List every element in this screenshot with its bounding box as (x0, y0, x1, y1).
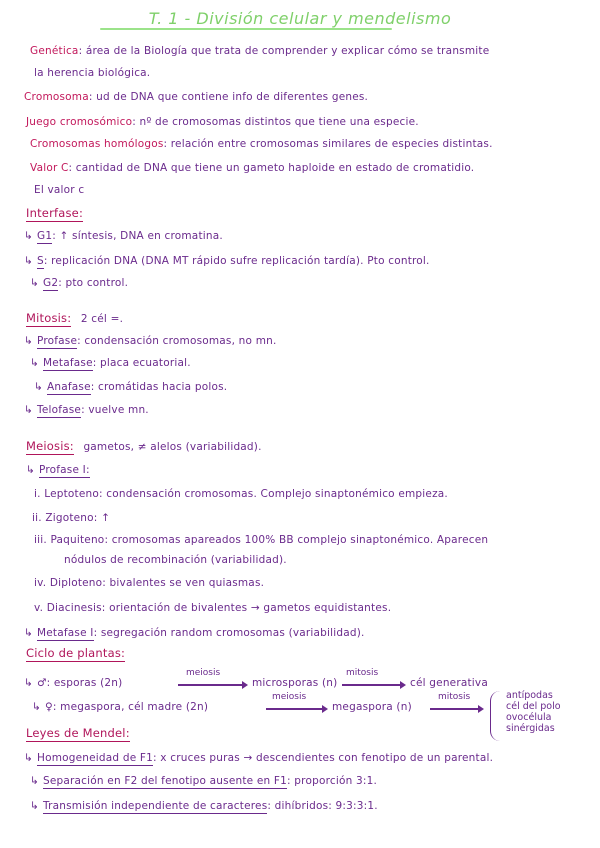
stage-label: Paquiteno (50, 534, 105, 546)
meiosis-label: meiosis (272, 692, 307, 702)
def-term: Valor C (30, 162, 69, 174)
meiosis-header (26, 441, 262, 453)
arrow-right-icon (178, 684, 246, 686)
embryo-sac-list (506, 690, 561, 734)
arrow-right-icon (266, 708, 326, 710)
phase-label: Metafase (43, 357, 93, 369)
stage-label: Leptoteno (44, 488, 99, 500)
mitosis-header (26, 313, 123, 325)
stage-label: Diploteno (49, 577, 103, 589)
stage-num: v. (34, 602, 44, 614)
phase-text: : placa ecuatorial. (92, 357, 191, 369)
meiosis-subtitle: gametos, ≠ alelos (variabilidad). (83, 441, 262, 453)
mendel-law (30, 776, 377, 787)
arrow-hook-icon: ↳ (34, 381, 43, 393)
arrow-hook-icon: ↳ (32, 701, 41, 713)
phase-text: : replicación DNA (DNA MT rápido sufre replicación tardía). Pto control. (43, 255, 430, 267)
arrow-hook-icon: ↳ (26, 464, 35, 476)
arrow-hook-icon: ↳ (24, 255, 33, 267)
note-item: ovocélula (506, 712, 552, 723)
def-cromosomas-homologos (30, 139, 493, 150)
meiosis-stage (34, 535, 488, 546)
meiosis-stage (34, 489, 448, 500)
arrow-hook-icon: ↳ (24, 230, 33, 242)
note-item: sinérgidas (506, 723, 555, 734)
arrow-hook-icon: ↳ (24, 404, 33, 416)
stage-text: : cromosomas apareados 100% BB complejo sinaptonémico. Aparecen (104, 534, 489, 546)
phase-label: Telofase (37, 404, 82, 416)
interfase-item (24, 231, 223, 242)
arrow-right-icon (342, 684, 404, 686)
phase-label: G2 (43, 277, 59, 289)
def-term: Cromosoma (24, 91, 89, 103)
arrow-hook-icon: ↳ (30, 277, 39, 289)
note-item: antípodas (506, 690, 553, 701)
phase-text: : cromátidas hacia polos. (90, 381, 228, 393)
mendel-law (30, 801, 378, 812)
male-end: cél generativa (410, 677, 488, 689)
mitosis-phase (24, 336, 277, 347)
stage-text: : bivalentes se ven quiasmas. (102, 577, 265, 589)
def-cromosoma (24, 92, 368, 103)
title-underline (100, 28, 392, 30)
phase-text: : condensación cromosomas, no mn. (77, 335, 277, 347)
law-text: : proporción 3:1. (287, 775, 377, 787)
metafase-i (24, 628, 365, 639)
meiosis-heading: Meiosis: (26, 439, 74, 453)
phase-text: : segregación random cromosomas (variabilidad). (93, 627, 365, 639)
mitosis-phase (30, 358, 191, 369)
arrow-hook-icon: ↳ (24, 627, 33, 639)
interfase-heading: Interfase: (26, 206, 84, 220)
mitosis-heading: Mitosis: (26, 311, 72, 325)
stage-text: : orientación de bivalentes → gametos equidistantes. (101, 602, 392, 614)
def-text: : relación entre cromosomas similares de especies distintas. (163, 138, 493, 150)
def-text: : nº de cromosomas distintos que tiene una especie. (132, 116, 419, 128)
arrow-hook-icon: ↳ (30, 800, 39, 812)
page-title: T. 1 - División celular y mendelismo (148, 9, 452, 28)
stage-num: iii. (34, 534, 47, 546)
phase-label: G1 (37, 230, 53, 242)
arrow-right-icon (430, 708, 482, 710)
law-label: Homogeneidad de F1 (37, 752, 154, 764)
plantas-heading: Ciclo de plantas: (26, 646, 126, 660)
def-genetica-cont: la herencia biológica. (34, 67, 151, 79)
interfase-item (30, 278, 128, 289)
phase-label: Profase (37, 335, 78, 347)
def-text: : área de la Biología que trata de comprender y explicar cómo se transmite (78, 45, 490, 57)
male-mid: microsporas (n) (252, 677, 338, 689)
def-juego-cromosomico (26, 117, 419, 128)
def-genetica (30, 46, 489, 57)
meiosis-stage (34, 603, 391, 614)
mendel-law (24, 753, 493, 764)
mitosis-phase (34, 382, 227, 393)
note-item: cél del polo (506, 701, 561, 712)
phase-label: Metafase I (37, 627, 94, 639)
phase-text: : vuelve mn. (81, 404, 149, 416)
def-term: Juego cromosómico (26, 116, 133, 128)
meiosis-stage (34, 578, 264, 589)
phase-text: : ↑ síntesis, DNA en cromatina. (52, 230, 223, 242)
law-label: Transmisión independiente de caracteres (43, 800, 268, 812)
stage-text: : ↑ (93, 512, 111, 524)
profase-i (26, 465, 90, 476)
plantas-male-row (24, 678, 122, 689)
phase-label: Profase I: (39, 464, 90, 476)
mitosis-phase (24, 405, 149, 416)
male-symbol: ♂ (37, 677, 47, 689)
phase-text: : pto control. (58, 277, 129, 289)
arrow-hook-icon: ↳ (30, 775, 39, 787)
meiosis-stage-cont: nódulos de recombinación (variabilidad). (64, 554, 287, 566)
stage-num: i. (34, 488, 41, 500)
plantas-female-row (32, 702, 208, 713)
def-text: : cantidad de DNA que tiene un gameto haploide en estado de cromatidio. (68, 162, 475, 174)
mitosis-label: mitosis (438, 692, 471, 702)
law-text: : x cruces puras → descendientes con fenotipo de un parental. (153, 752, 494, 764)
brace-icon (490, 691, 503, 741)
mendel-heading: Leyes de Mendel: (26, 726, 130, 740)
female-start: : megaspora, cél madre (2n) (52, 701, 209, 713)
phase-label: S (37, 255, 44, 267)
female-symbol: ♀ (45, 701, 53, 713)
stage-label: Diacinesis (46, 602, 102, 614)
stage-num: ii. (32, 512, 42, 524)
law-text: : dihíbridos: 9:3:3:1. (267, 800, 378, 812)
def-valor-c (30, 163, 474, 174)
stage-text: : condensación cromosomas. Complejo sinaptonémico empieza. (99, 488, 448, 500)
mitosis-subtitle: 2 cél =. (80, 313, 124, 325)
arrow-hook-icon: ↳ (24, 335, 33, 347)
meiosis-stage (32, 513, 110, 524)
phase-label: Anafase (47, 381, 91, 393)
def-term: Genética (30, 45, 79, 57)
female-mid: megaspora (n) (332, 701, 412, 713)
arrow-hook-icon: ↳ (30, 357, 39, 369)
def-term: Cromosomas homólogos (30, 138, 164, 150)
stage-num: iv. (34, 577, 47, 589)
interfase-item (24, 256, 430, 267)
stage-label: Zigoteno (45, 512, 94, 524)
law-label: Separación en F2 del fenotipo ausente en F1 (43, 775, 288, 787)
male-start: : esporas (2n) (46, 677, 123, 689)
def-valor-c-cont: El valor c (34, 184, 85, 196)
meiosis-label: meiosis (186, 668, 221, 678)
mitosis-label: mitosis (346, 668, 379, 678)
def-text: : ud de DNA que contiene info de diferentes genes. (88, 91, 369, 103)
arrow-hook-icon: ↳ (24, 677, 33, 689)
arrow-hook-icon: ↳ (24, 752, 33, 764)
